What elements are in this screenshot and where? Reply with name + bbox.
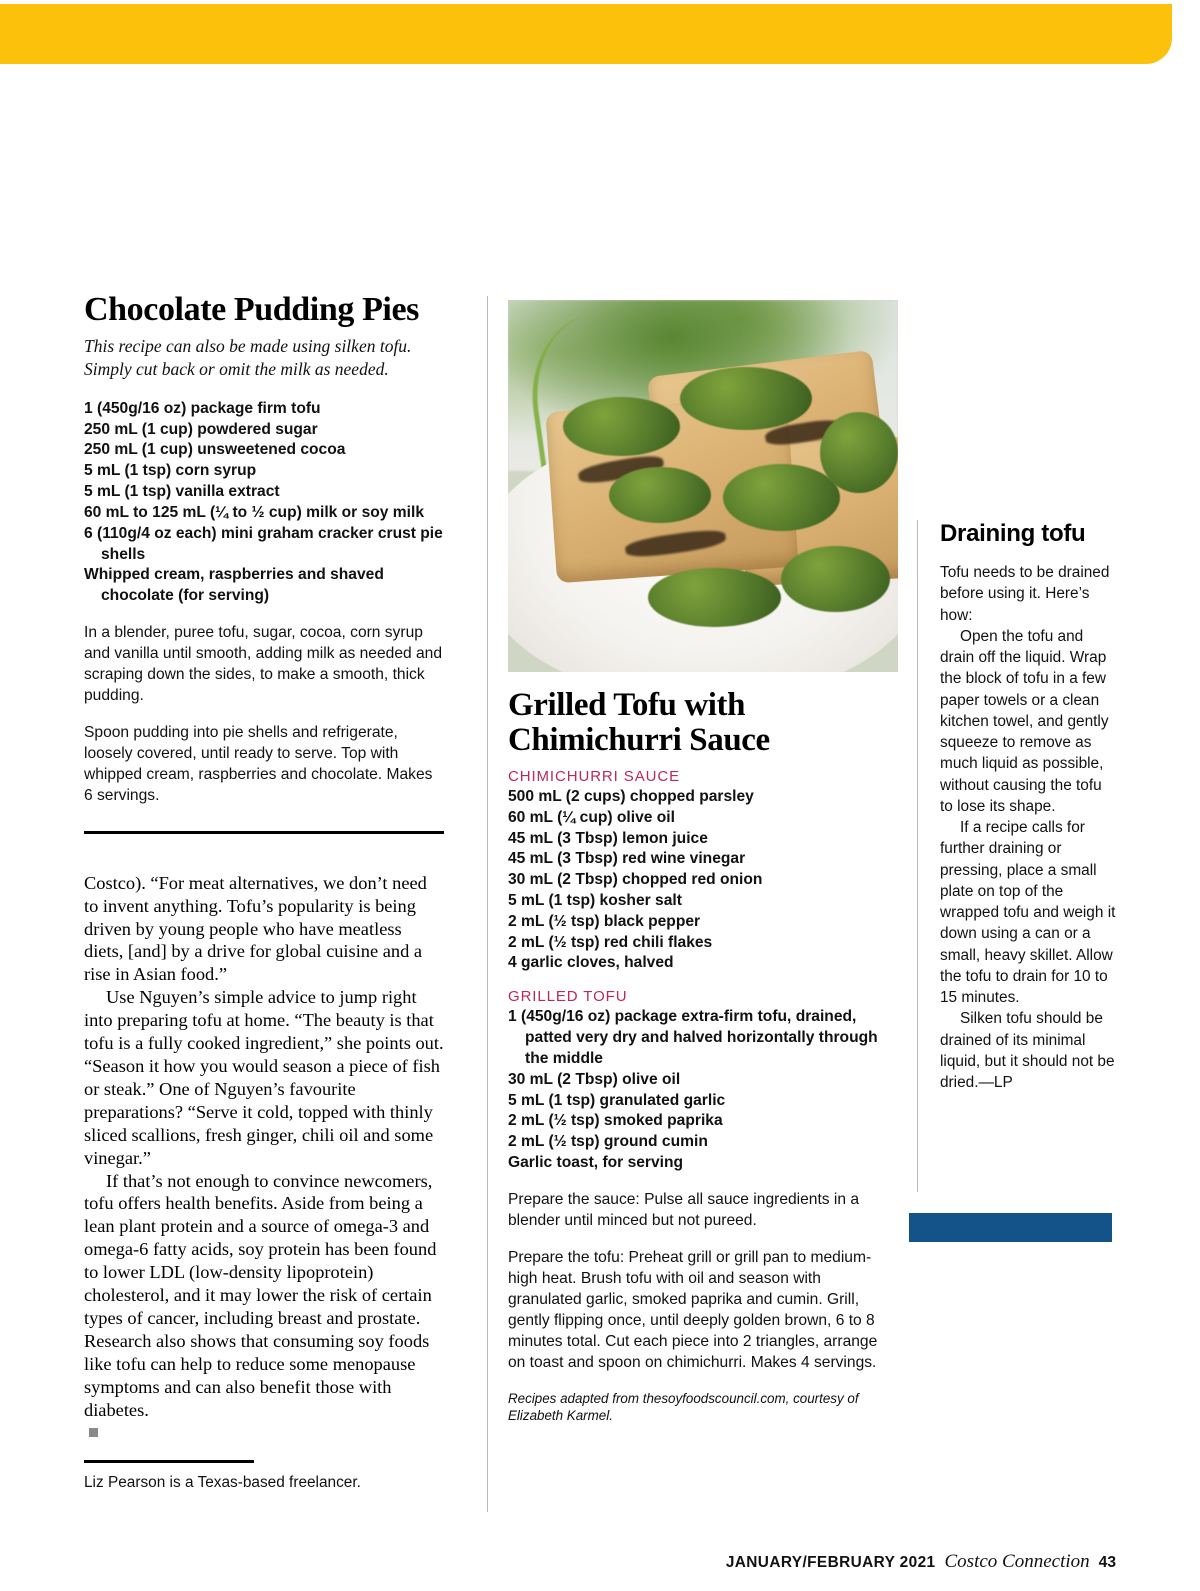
ingredient-item: 6 (110g/4 oz each) mini graham cracker crust pie shells <box>84 524 443 563</box>
column-divider-right <box>917 520 918 1192</box>
top-yellow-band <box>0 4 1172 64</box>
recipe-title-chocolate-pudding-pies: Chocolate Pudding Pies <box>84 291 420 328</box>
article-paragraph-text: Use Nguyen’s simple advice to jump right into preparing tofu at home. “The beauty is that tofu is a fully cooked ingredient,” she points out. “Season it how you would season a piece of fish or steak.” One of Nguyen’s favourite preparations? “Serve it cold, topped with thinly sliced scallions, fresh ginger, chili oil and some vinegar.” <box>84 987 444 1168</box>
left-column <box>84 292 444 1493</box>
ingredient-item: 1 (450g/16 oz) package firm tofu <box>84 399 321 417</box>
ingredient-item: 250 mL (1 cup) powdered sugar <box>84 420 318 438</box>
ingredient-item: 2 mL (½ tsp) black pepper <box>508 912 701 930</box>
photo-chimichurri-sauce <box>563 397 680 457</box>
ingredient-list-grilled-tofu <box>508 1007 898 1174</box>
column-divider-left <box>487 296 488 1512</box>
recipe-credit: Recipes adapted from thesoyfoodscouncil.com, courtesy of Elizabeth Karmel. <box>508 1390 859 1424</box>
recipe-method-paragraph: Spoon pudding into pie shells and refrigerate, loosely covered, until ready to serve. Top with whipped cream, raspberries and chocolate. Makes 6 servings. <box>84 723 433 804</box>
photo-chimichurri-sauce <box>781 546 890 613</box>
photo-chimichurri-sauce <box>723 464 840 531</box>
article-paragraph: Costco). “For meat alternatives, we don’t need to invent anything. Tofu’s popularity is being driven by young people who have meatless diets, [and] by a drive for global cuisine and a rise in Asian food.” <box>84 872 427 985</box>
ingredient-item: 250 mL (1 cup) unsweetened cocoa <box>84 441 346 459</box>
footer-page-number: 43 <box>1098 1554 1116 1571</box>
ingredient-item: Whipped cream, raspberries and shaved chocolate (for serving) <box>84 566 384 605</box>
ingredient-item: 45 mL (3 Tbsp) red wine vinegar <box>508 850 746 868</box>
recipe-subhead-chimichurri-sauce: CHIMICHURRI SAUCE <box>508 767 680 785</box>
author-byline: Liz Pearson is a Texas-based freelancer. <box>84 1474 361 1492</box>
grilled-tofu-photo <box>508 300 898 672</box>
ingredient-item: 60 mL to 125 mL (¼ to ½ cup) milk or soy milk <box>84 503 424 521</box>
end-of-article-square-icon <box>89 1428 98 1437</box>
recipe-standfirst: This recipe can also be made using silken tofu. Simply cut back or omit the milk as needed. <box>84 336 412 380</box>
ingredient-item: 4 garlic cloves, halved <box>508 954 674 972</box>
ingredient-list-chimichurri-sauce <box>508 787 898 974</box>
ingredient-item: 5 mL (1 tsp) corn syrup <box>84 462 257 480</box>
article-paragraph <box>84 986 444 1169</box>
footer-magazine-name: Costco Connection <box>944 1551 1090 1572</box>
blue-accent-bar <box>909 1213 1112 1242</box>
sidebar-paragraph-text: Open the tofu and drain off the liquid. Wrap the block of tofu in a few paper towels or a clean kitchen towel, and gently squeeze to remove as much liquid as possible, without causing the tofu to lose its shape. <box>940 627 1109 815</box>
middle-column <box>508 300 898 1425</box>
photo-chimichurri-sauce <box>648 568 781 628</box>
ingredient-item: 5 mL (1 tsp) kosher salt <box>508 892 682 909</box>
ingredient-list-chocolate-pudding-pies <box>84 399 444 607</box>
recipe-method-paragraph: Prepare the sauce: Pulse all sauce ingredients in a blender until minced but not pureed. <box>508 1190 860 1229</box>
ingredient-item: 60 mL (¼ cup) olive oil <box>508 808 675 826</box>
sidebar-paragraph <box>940 817 1118 1008</box>
ingredient-item: 2 mL (½ tsp) smoked paprika <box>508 1112 723 1130</box>
sidebar-paragraph-final <box>940 1008 1118 1093</box>
sidebar-title: Draining tofu <box>940 520 1086 547</box>
sidebar-draining-tofu <box>940 520 1118 1093</box>
ingredient-item: 45 mL (3 Tbsp) lemon juice <box>508 829 708 847</box>
sidebar-paragraph: Tofu needs to be drained before using it. Here’s how: <box>940 564 1110 624</box>
byline-divider-rule <box>84 1460 254 1463</box>
sidebar-paragraph-text: Silken tofu should be drained of its minimal liquid, but it should not be dried.—LP <box>940 1010 1115 1091</box>
article-paragraph-final <box>84 1170 444 1445</box>
sidebar-paragraph-text: If a recipe calls for further draining or pressing, place a small plate on top of the wrapped tofu and weigh it down using a can or a small, heavy skillet. Allow the tofu to drain for 10 to 15 minutes. <box>940 819 1116 1006</box>
ingredient-item: 500 mL (2 cups) chopped parsley <box>508 787 754 805</box>
ingredient-item: 30 mL (2 Tbsp) chopped red onion <box>508 871 763 889</box>
ingredient-item: 5 mL (1 tsp) vanilla extract <box>84 483 280 501</box>
recipe-title-grilled-tofu: Grilled Tofu with Chimichurri Sauce <box>508 687 770 758</box>
footer-issue-date: JANUARY/FEBRUARY 2021 <box>725 1554 936 1571</box>
photo-chimichurri-sauce <box>680 367 813 430</box>
recipe-subhead-grilled-tofu: GRILLED TOFU <box>508 988 628 1006</box>
ingredient-item: 2 mL (½ tsp) red chili flakes <box>508 933 713 951</box>
ingredient-item: Garlic toast, for serving <box>508 1153 684 1171</box>
ingredient-item: 2 mL (½ tsp) ground cumin <box>508 1133 708 1151</box>
article-paragraph-text: If that’s not enough to convince newcomers, tofu offers health benefits. Aside from being a lean plant protein and a source of omega-3 and omega-6 fatty acids, soy protein has been found to lower LDL (low-density lipoprotein) cholesterol, and it may lower the risk of certain types of cancer, including breast and prostate. Research also shows that consuming soy foods like tofu can help to reduce some menopause symptoms and can also benefit those with diabetes. <box>84 1170 437 1420</box>
page-footer <box>726 1551 1116 1573</box>
ingredient-item: 1 (450g/16 oz) package extra-firm tofu, drained, patted very dry and halved horizontally through the middle <box>508 1008 878 1067</box>
recipe-method-paragraph: In a blender, puree tofu, sugar, cocoa, corn syrup and vanilla until smooth, adding milk as needed and scraping down the sides, to make a smooth, thick pudding. <box>84 623 443 704</box>
ingredient-item: 5 mL (1 tsp) granulated garlic <box>508 1091 726 1109</box>
recipe-method-paragraph: Prepare the tofu: Preheat grill or grill pan to medium-high heat. Brush tofu with oil and season with granulated garlic, smoked paprika and cumin. Grill, gently flipping once, until deeply golden brown, 6 to 8 minutes total. Cut each piece into 2 triangles, arrange on toast and spoon on chimichurri. Makes 4 servings. <box>508 1248 878 1371</box>
photo-chimichurri-sauce <box>820 412 898 494</box>
ingredient-item: 30 mL (2 Tbsp) olive oil <box>508 1070 681 1088</box>
sidebar-paragraph <box>940 626 1118 817</box>
photo-chimichurri-sauce <box>609 467 710 523</box>
